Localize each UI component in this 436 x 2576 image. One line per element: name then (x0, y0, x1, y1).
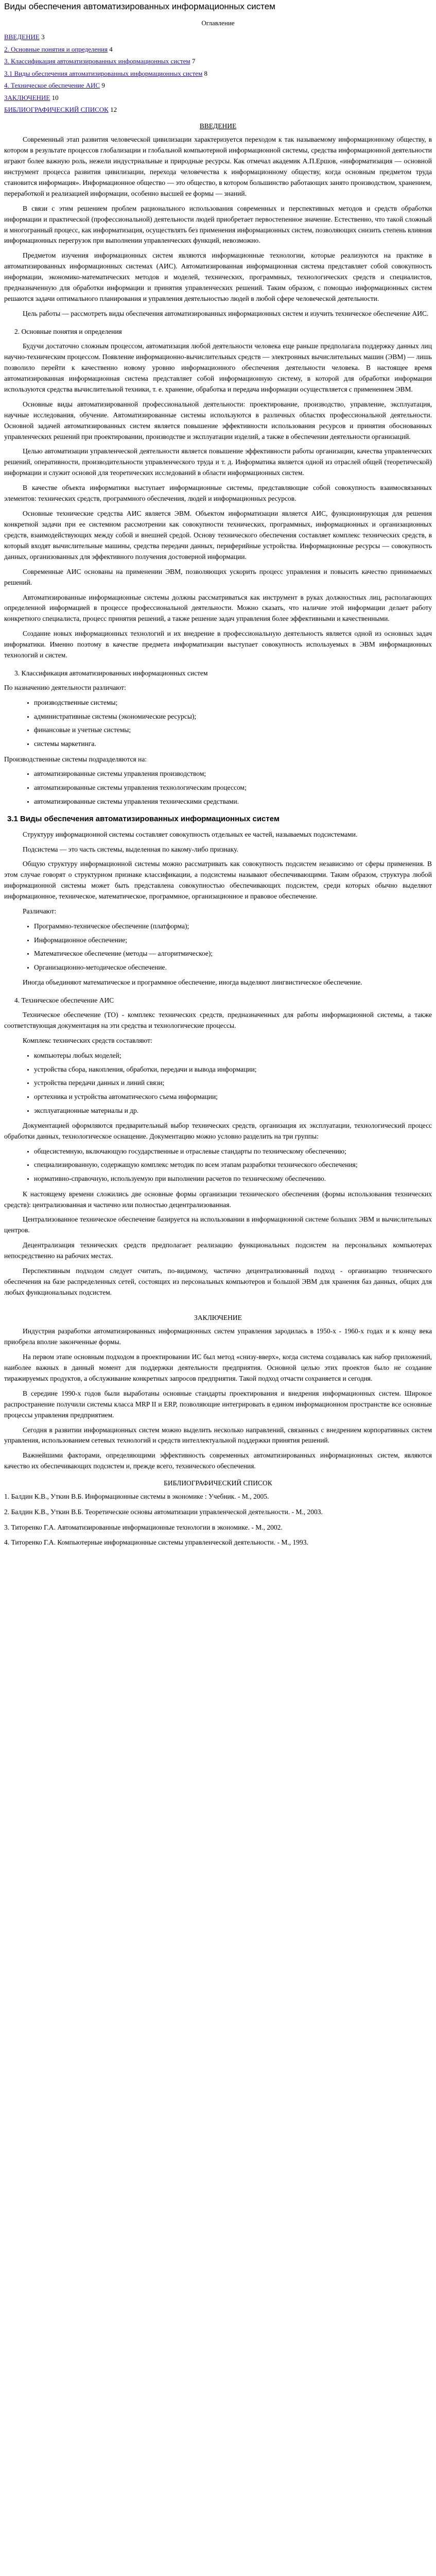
documentation-list (4, 1146, 432, 1184)
toc-page: 4 (109, 45, 113, 53)
conclusion-paragraph: Сегодня в развитии информационных систем можно выделить несколько направлений, связанных с внедрением корпоративных систем управления, использованием сетевых технологий и средств интеллектуальной поддержки принятия решений. (4, 1426, 432, 1445)
section-2-paragraph: Основные технические средства АИС является ЭВМ. Объектом информатизации является АИС, функционирующая для решения конкретной задачи при ее системном рассмотрении как совокупности технических, программных, информационных и организационных средств, взаимодействующих между собой и внешней средой. Основу технического обеспечения составляет комплекс технических средств, в который входят вычислительные машины, средства передачи данных, периферийные устройства. Информационные ресурсы — совокупность данных, организованных для эффективного получения достоверной информации. (4, 510, 432, 561)
section-2-paragraph: Основные виды автоматизированной профессиональной деятельности: проектирование, производство, управление, эксплуатация, научные исследования, обучение. Автоматизированные системы используются в различных областях профессиональной деятельности. Основной задачей автоматизированных систем является повышение эффективности использования ресурсов и принятия обоснованных управленческих решений при проектировании, производстве и эксплуатации изделий, а также в обеспечении деятельности организаций. (4, 400, 432, 440)
intro-paragraph: Современный этап развития человеческой цивилизации характеризуется переходом к так называемому информационному обществу, в котором в результате процессов глобализации и глобальной компьютерной информационной системы, средства информационной деятельности играют более важную роль, нежели индустриальные и природные ресурсы. Как отмечал академик А.П.Ершов, «информатизация — основной инструмент процесса развития цивилизации, перехода человечества к информационному обществу, когда основным предметом труда становится информация». Информационное общество — это общество, в котором большинство работающих занято производством, хранением, переработкой и реализацией информации, особенно высшей ее формы — знаний. (4, 135, 432, 197)
toc-link[interactable]: 2. Основные понятия и определения (4, 45, 108, 53)
toc-link[interactable]: БИБЛИОГРАФИЧЕСКИЙ СПИСОК (4, 106, 109, 114)
toc-heading: Оглавление (201, 19, 235, 27)
toc-link[interactable]: 4. Техническое обеспечение АИС (4, 81, 100, 90)
toc-item[interactable] (4, 69, 432, 79)
bibliography-list (4, 1492, 432, 1547)
section-3-1-paragraph: Общую структуру информационной системы можно рассматривать как совокупность подсистем независимо от сферы применения. В этом случае говорят о структурном признаке классификации, а подсистемы называют обеспечивающими. Таким образом, структура любой информационной системы может быть представлена совокупностью обеспечивающих подсистем, среди которых обычно выделяют информационное, техническое, математическое, программное, организационное и правовое обеспечение. (4, 860, 432, 901)
toc-item[interactable] (4, 44, 432, 55)
section-4-paragraph: Комплекс технических средств составляют: (23, 1037, 152, 1045)
section-2-paragraph: Создание новых информационных технологий и их внедрение в профессиональную деятельность является одной из основных задач информатики. Именно поэтому в качестве предмета информатизации выступает совокупность используемых в ЭВМ информационных технологий и систем. (4, 630, 432, 659)
list-item: • автоматизированные системы управления технологическим процессом; (34, 783, 432, 793)
list-item: • автоматизированные системы управления техническими средствами. (34, 796, 432, 807)
conclusion-heading: ЗАКЛЮЧЕНИЕ (194, 1313, 242, 1321)
section-2-paragraph: Современные АИС основаны на применении ЭВМ, позволяющих ускорить процесс управления и повысить качество принимаемых решений. (4, 567, 432, 586)
section-3-1-paragraph: Подсистема — это часть системы, выделенная по какому-либо признаку. (23, 845, 238, 853)
section-4-paragraph: Децентрализация технических средств предполагает реализацию функциональных подсистем на персональных компьютерах непосредственно на рабочих местах. (4, 1241, 432, 1260)
conclusion-paragraph: В середине 1990-х годов были выработаны основные стандарты проектирования и внедрения информационных систем. Широкое распространение получили системы класса MRP II и ERP, позволяющие интегрировать в едином информационном пространстве все основные процессы управления предприятием. (4, 1389, 432, 1419)
toc-link[interactable]: 3. Классификация автоматизированных информационных систем (4, 57, 190, 65)
list-item: • производственные системы; (34, 698, 432, 708)
table-of-contents (4, 32, 432, 115)
toc-item[interactable] (4, 80, 432, 91)
intro-paragraph: Предметом изучения информационных систем являются информационные технологии, которые реализуются на практике в автоматизированных информационных системах (АИС). Автоматизированная информационная система представляет собой совокупность информации, экономико-математических методов и моделей, технических, программных, технологических средств и специалистов, предназначенную для обработки информации и принятия управленческих решений. Таким образом, с помощью информационных систем решаются задачи оптимального планирования и управления деятельностью людей в любой сфере человеческой деятельности. (4, 251, 432, 303)
list-item: • системы маркетинга. (34, 739, 432, 749)
section-4-paragraph: Перспективным подходом следует считать, по-видимому, частично децентрализованный подход - организацию технического обеспечения на базе распределенных сетей, состоящих из персональных компьютеров и большой ЭВМ для хранения баз данных, общих для любых функциональных подсистем. (4, 1267, 432, 1296)
section-4-heading: 4. Техническое обеспечение АИС (14, 996, 114, 1005)
bibliography-heading: БИБЛИОГРАФИЧЕСКИЙ СПИСОК (164, 1479, 272, 1487)
support-types-list (4, 921, 432, 972)
section-3-1-paragraph: Структуру информационной системы составляет совокупность отдельных ее частей, называемых подсистемами. (23, 830, 358, 838)
section-4-paragraph: Техническое обеспечение (ТО) - комплекс технических средств, предназначенных для работы информационной системы, а также соответствующая документация на эти средства и технологические процессы. (4, 1011, 432, 1030)
production-systems-list (4, 769, 432, 806)
intro-paragraph: Цель работы — рассмотреть виды обеспечения автоматизированных информационных систем и изучить техническое обеспечение АИС. (23, 310, 429, 318)
list-item: • общесистемную, включающую государственные и отраслевые стандарты по техническому обеспечению; (34, 1146, 432, 1157)
list-item: • Организационно-методическое обеспечение. (34, 962, 432, 973)
toc-item[interactable] (4, 93, 432, 103)
section-3-1-heading: 3.1 Виды обеспечения автоматизированных информационных систем (7, 815, 280, 824)
section-4-paragraph: Централизованное техническое обеспечение базируется на использовании в информационной системе больших ЭВМ и вычислительных центров. (4, 1215, 432, 1234)
section-4-middle: Документацией оформляются предварительный выбор технических средств, организация их эксплуатации, технологический процесс обработки данных, технологическое оснащение. Документацию можно условно разделить на три группы: (4, 1122, 432, 1140)
toc-link[interactable]: ВВЕДЕНИЕ (4, 33, 40, 41)
toc-page: 10 (51, 93, 59, 101)
bibliography-item: 2. Балдин К.В., Уткин В.Б. Теоретические основы автоматизации управленческой деятельности. - М., 2003. (4, 1508, 323, 1516)
toc-page: 7 (191, 57, 196, 65)
list-item: • компьютеры любых моделей; (34, 1050, 432, 1061)
hardware-list (4, 1050, 432, 1115)
section-2-paragraph: В качестве объекта информатики выступает информационные системы, представляющие собой совокупность взаимосвязанных элементов: технических средств, программного обеспечения, людей и информационных ресурсов. (4, 484, 432, 503)
list-item: • Математическое обеспечение (методы — алгоритмическое); (34, 948, 432, 959)
list-item: • Программно-техническое обеспечение (платформа); (34, 921, 432, 931)
intro-paragraph: В связи с этим решением проблем рационального использования современных и перспективных методов и средств обработки информации и практической (профессиональной) деятельности людей приобретает первостепенное значение. Естественно, что такой сложный и многогранный процесс, как информатизация, осуществлять без применения информационных систем, позволяющих снизить степень влияния информационных перегрузок при выполнении управленческих функций, невозможно. (4, 204, 432, 245)
list-item: • оргтехника и устройства автоматического съема информации; (34, 1092, 432, 1102)
toc-page: 9 (101, 81, 105, 90)
list-item: • Информационное обеспечение; (34, 935, 432, 945)
list-item: • эксплуатационные материалы и др. (34, 1106, 432, 1116)
list-item: • автоматизированные системы управления производством; (34, 769, 432, 779)
conclusion-paragraph: На первом этапе основным подходом в проектировании ИС был метод «снизу-вверх», когда система создавалась как набор приложений, наиболее важных в данный момент для поддержки деятельности предприятия. Основной целью этих проектов было не создание тиражируемых продуктов, а обслуживание конкретных запросов предприятия. Такой подход отчасти сохраняется и сегодня. (4, 1352, 432, 1382)
list-item: • финансовые и учетные системы; (34, 725, 432, 735)
toc-item[interactable] (4, 56, 432, 66)
bibliography-item: 4. Титоренко Г.А. Компьютерные информационные системы управленческой деятельности. - М., 1993. (4, 1538, 308, 1547)
purpose-list (4, 698, 432, 749)
list-item: • административные системы (экономические ресурсы); (34, 711, 432, 722)
section-2-paragraph: Автоматизированные информационные системы должны рассматриваться как инструмент в руках должностных лиц, располагающих определенной информацией в процессе профессиональной деятельности. Можно сказать, что наличие этой информации делает работу конкретного специалиста, процесс принятия решений, а также решение задач управления более эффективными и качественными. (4, 593, 432, 623)
list-item: • устройства передачи данных и линий связи; (34, 1078, 432, 1088)
section-2-heading: 2. Основные понятия и определения (14, 327, 122, 335)
toc-link[interactable]: 3.1 Виды обеспечения автоматизированных информационных систем (4, 69, 203, 77)
section-2-paragraph: Будучи достаточно сложным процессом, автоматизация любой деятельности человека еще раньше предполагала поддержку данных лиц научно-техническим процессом. Появление информационно-вычислительных средств — электронных вычислительных машин (ЭВМ) — лишь позволило перейти к качественно новому уровню информационного обеспечения деятельности человека. В настоящее время автоматизированная информационная система представляет собой информационную систему, в которой для обработки информации используются средства вычислительной техники, т. е. хранение, обработка и передача информации осуществляется с применением ЭВМ. (4, 342, 432, 393)
toc-page: 3 (41, 33, 45, 41)
intro-heading: ВВЕДЕНИЕ (199, 122, 237, 130)
section-3-1-closing: Иногда объединяют математическое и программное обеспечение, иногда выделяют лингвистическое обеспечение. (23, 978, 362, 987)
list-item: • устройства сбора, накопления, обработки, передачи и вывода информации; (34, 1064, 432, 1075)
toc-link[interactable]: ЗАКЛЮЧЕНИЕ (4, 93, 50, 101)
section-3-intro: По назначению деятельности различают: (4, 684, 126, 692)
section-4-paragraph: К настоящему времени сложились две основные формы организации технического обеспечения (формы использования технических средств): централизованная и частично или полностью децентрализованная. (4, 1190, 432, 1209)
section-3-heading: 3. Классификация автоматизированных информационных систем (14, 669, 208, 677)
list-item: • нормативно-справочную, используемую при выполнении расчетов по техническому обеспечению. (34, 1174, 432, 1184)
conclusion-paragraph: Индустрия разработки автоматизированных информационных систем управления зародилась в 1950-х - 1960-х годах и к концу века приобрела вполне законченные формы. (4, 1327, 432, 1346)
toc-page: 8 (204, 69, 207, 77)
spacer (4, 1302, 432, 1307)
section-3-middle: Производственные системы подразделяются на: (4, 755, 147, 763)
toc-page: 12 (110, 106, 117, 114)
section-3-1-paragraph: Различают: (23, 907, 57, 916)
bibliography-item: 1. Балдин К.В., Уткин В.Б. Информационные системы в экономике : Учебник. - М., 2005. (4, 1493, 269, 1501)
toc-item[interactable] (4, 105, 432, 115)
section-2-paragraph: Целью автоматизации управленческой деятельности является повышение эффективности работы организации, качества управленческих решений, оперативности, производительности управленческого труда и т. д. Информатика является одной из отраслей общей (теоретической) информации и служит основой для теоретических исследований в области информационных систем. (4, 447, 432, 477)
document-title: Виды обеспечения автоматизированных информационных систем (4, 2, 275, 11)
bibliography-item: 3. Титоренко Г.А. Автоматизированные информационные технологии в экономике. - М., 2002. (4, 1523, 283, 1531)
list-item: • специализированную, содержащую комплекс методик по всем этапам разработки технического обеспечения; (34, 1160, 432, 1170)
toc-item[interactable] (4, 32, 432, 42)
conclusion-paragraph: Важнейшими факторами, определяющими эффективность современных автоматизированных информационных систем, являются качество их обеспечивающих подсистем и, прежде всего, технического обеспечения. (4, 1451, 432, 1470)
